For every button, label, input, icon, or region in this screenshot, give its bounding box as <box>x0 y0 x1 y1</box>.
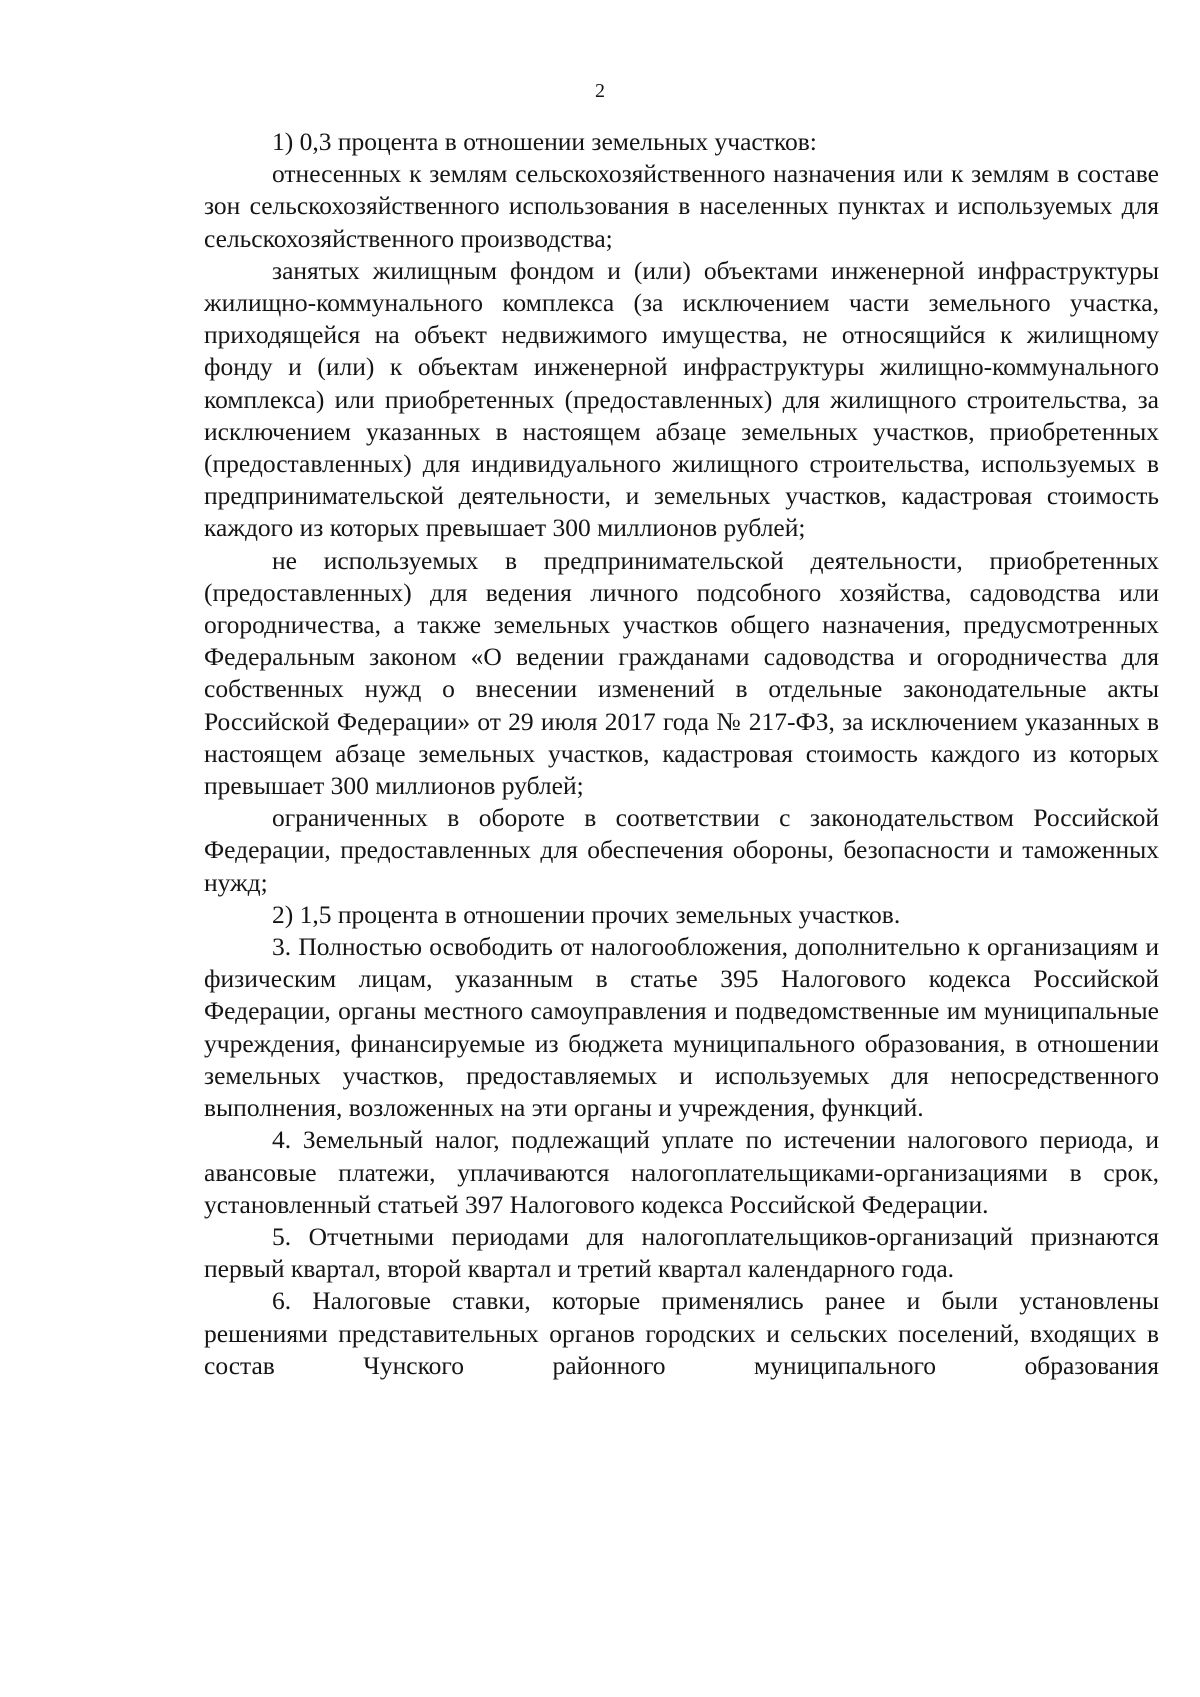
paragraph-rate-03: 1) 0,3 процента в отношении земельных участков: <box>272 127 817 156</box>
paragraph-item-3: 3. Полностью освободить от налогообложения, дополнительно к организациям и физическим лицам, указанным в статье 395 Налогового кодекса Российской Федерации, органы местного самоуправления и подведомственные им муниципальные учреждения, финансируемые из бюджета муниципального образования, в отношении земельных участков, предоставляемых и используемых для непосредственного выполнения, возложенных на эти органы и учреждения, функций. <box>204 932 1159 1123</box>
paragraph-item-5: 5. Отчетными периодами для налогоплательщиков-организаций признаются первый квартал, второй квартал и третий квартал календарного года. <box>204 1221 1159 1284</box>
paragraph-restricted-land: ограниченных в обороте в соответствии с законодательством Российской Федерации, предоставленных для обеспечения обороны, безопасности и таможенных нужд; <box>204 803 1159 897</box>
paragraph-housing-land: занятых жилищным фондом и (или) объектами инженерной инфраструктуры жилищно-коммунального комплекса (за исключением части земельного участка, приходящейся на объект недвижимого имущества, не относящийся к жилищному фонду и (или) к объектам инженерной инфраструктуры жилищно-коммунального комплекса) или приобретенных (предоставленных) для жилищного строительства, за исключением указанных в настоящем абзаце земельных участков, приобретенных (предоставленных) для индивидуального жилищного строительства, используемых в предпринимательской деятельности, и земельных участков, кадастровая стоимость каждого из которых превышает 300 миллионов рублей; <box>204 255 1159 543</box>
page-number: 2 <box>595 80 605 102</box>
paragraph-item-4: 4. Земельный налог, подлежащий уплате по истечении налогового периода, и авансовые платежи, уплачиваются налогоплательщиками-организациями в срок, установленный статьей 397 Налогового кодекса Российской Федерации. <box>204 1125 1159 1219</box>
document-body <box>204 126 1159 1382</box>
paragraph-agricultural-land: отнесенных к землям сельскохозяйственного назначения или к землям в составе зон сельскохозяйственного использования в населенных пунктах и используемых для сельскохозяйственного производства; <box>204 159 1159 253</box>
paragraph-personal-farming-land: не используемых в предпринимательской деятельности, приобретенных (предоставленных) для ведения личного подсобного хозяйства, садоводства или огородничества, а также земельных участков общего назначения, предусмотренных Федеральным законом «О ведении гражданами садоводства и огородничества для собственных нужд о внесении изменений в отдельные законодательные акты Российской Федерации» от 29 июля 2017 года № 217-ФЗ, за исключением указанных в настоящем абзаце земельных участков, кадастровая стоимость каждого из которых превышает 300 миллионов рублей; <box>204 545 1159 801</box>
paragraph-item-6: 6. Налоговые ставки, которые применялись ранее и были установлены решениями представительных органов городских и сельских поселений, входящих в состав Чунского районного муниципального образования <box>204 1286 1159 1380</box>
paragraph-rate-15: 2) 1,5 процента в отношении прочих земельных участков. <box>272 899 901 929</box>
